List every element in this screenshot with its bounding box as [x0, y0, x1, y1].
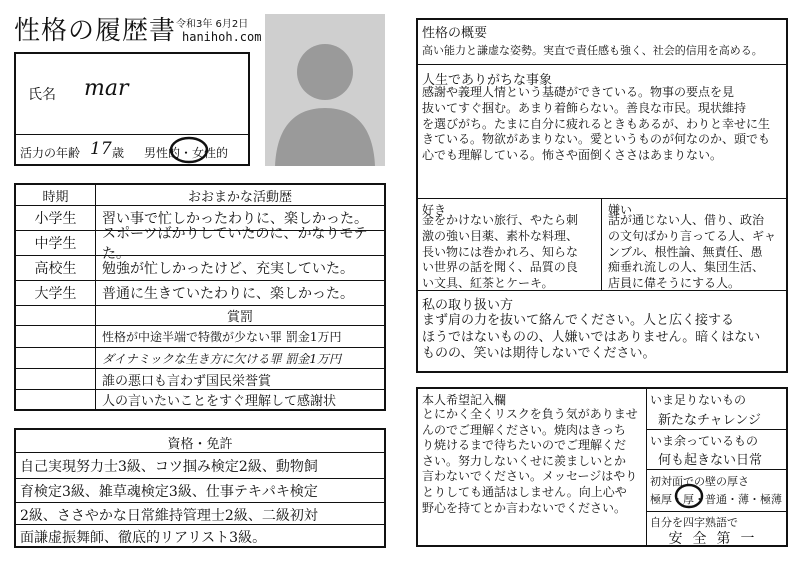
reward-cell: 人の言いたいことをすぐ理解して感謝状 — [102, 394, 337, 409]
date: 令和3年 6月2日 — [176, 19, 249, 30]
period-cell: 小学生 — [16, 206, 96, 230]
activity-cell: 勉強が忙しかったけど、充実していた。 — [102, 261, 354, 277]
table-row — [16, 281, 384, 306]
activity-cell: 普通に生きていたわりに、楽しかった。 — [102, 286, 354, 302]
selection-circle-mark — [674, 483, 704, 509]
rewards-header-row — [16, 306, 384, 326]
wishes-title: 本人希望記入欄 — [422, 393, 507, 407]
dislikes-text: 話が通じない人、借り、政治 の文句ばかり言ってる人、ギャ ンブル、根性論、無責任、愚 痴垂れ流しの人、集団生活、 店員に偉そうにする人。 — [608, 213, 777, 291]
surplus-label: いま余っているもの — [650, 434, 759, 448]
activity-cell: 習い事で忙しかったわりに、楽しかった。 — [102, 211, 368, 227]
reward-cell: 誰の悪口も言わず国民栄誉賞 — [102, 373, 272, 389]
personality-box — [416, 18, 788, 373]
qualifications-box — [14, 428, 386, 548]
qualification-line: 面謙虚振舞師、徹底的リアリスト3級。 — [20, 530, 267, 546]
age-label: 活力の年齢 — [20, 146, 81, 160]
period-cell: 高校生 — [16, 256, 96, 280]
period-header: 時期 — [16, 185, 96, 205]
qualifications-title: 資格・免許 — [167, 437, 233, 452]
handling-title: 私の取り扱い方 — [422, 298, 514, 313]
qualification-line: 2級、ささやかな日常維持管理士2級、二級初対 — [20, 508, 318, 524]
lacking-value: 新たなチャレンジ — [658, 413, 761, 428]
activity-cell: スポーツばかりしていたのに、かなりモテた。 — [102, 226, 368, 262]
table-row — [16, 369, 384, 390]
avatar — [265, 14, 385, 166]
wall-options: 極厚・厚・普通・薄・極薄 — [650, 493, 782, 506]
qualification-line: 育検定3級、雑草魂検定3級、仕事テキパキ検定 — [20, 484, 318, 500]
activity-header: おおまかな活動歴 — [187, 189, 292, 205]
surplus-value: 何も起きない日常 — [658, 453, 763, 468]
table-row — [16, 226, 384, 262]
table-row — [16, 348, 384, 369]
rewards-title: 賞罰 — [226, 310, 253, 325]
table-row — [16, 256, 384, 281]
life-events-title: 人生でありがちな事象 — [422, 73, 553, 88]
period-cell: 中学生 — [16, 231, 96, 255]
likes-text: 金をかけない旅行、やたら刺 激の強い目薬、素朴な料理、 長い物には巻かれろ、知らな い世界の話を聞く、品質の良 い文具、紅茶とケーキ。 — [422, 213, 579, 291]
idiom-label: 自分を四字熟語で — [650, 516, 738, 529]
likes-title: 好き — [422, 203, 447, 217]
overview-title: 性格の概要 — [422, 26, 488, 41]
history-table — [14, 183, 386, 411]
table-row — [16, 390, 384, 409]
overview-text: 高い能力と謙虚な姿勢。実直で責任感も強く、社会的信用を高める。 — [422, 44, 763, 57]
profile-box — [14, 52, 250, 166]
life-events-text: 感謝や義理人情という基礎ができている。物事の要点を見 抜いてすぐ掴む。あまり着飾らない。善良な市民。現状維持 を選びがち。たまに自分に疲れるときもあるが、わりと幸せに生 きている。物欲があまりない。愛というものが何なのか、頭でも 心でも理解している。怖さや面倒くささはあまりない。 — [422, 85, 771, 163]
name-value: mar — [84, 76, 129, 101]
age-value: 17 — [90, 139, 112, 159]
history-header — [16, 185, 384, 206]
page-title: 性格の履歴書 — [14, 16, 177, 46]
qualification-line: 自己実現努力士3級、コツ掴み検定2級、動物飼 — [20, 459, 318, 475]
table-row — [16, 326, 384, 348]
idiom-value: 安全第一 — [668, 531, 765, 547]
reward-cell: ダイナミックな生き方に欠ける罪 罰金1万円 — [102, 351, 341, 366]
handling-text: まず肩の力を抜いて絡んでください。人と広く接する ほうではないものの、人嫌いではありません。暗くはない ものの、笑いは期待しないでください。 — [422, 313, 761, 362]
gender-text: 男性的・女性的 — [144, 146, 229, 160]
person-silhouette-icon — [265, 14, 385, 166]
site-url: hanihoh.com — [182, 30, 262, 44]
period-cell: 大学生 — [16, 281, 96, 305]
dislikes-title: 嫌い — [608, 203, 633, 217]
wall-label: 初対面での壁の厚さ — [650, 475, 749, 488]
selection-circle-mark — [168, 135, 210, 165]
reward-cell: 性格が中途半端で特徴が少ない罪 罰金1万円 — [102, 330, 342, 344]
lacking-label: いま足りないもの — [650, 393, 747, 407]
age-unit: 歳 — [112, 146, 125, 160]
wishes-box — [416, 387, 788, 547]
wishes-text: とにかく全くリスクを負う気がありませ んのでご理解ください。焼肉はきっち り焼けるまで待ちたいのでご理解くだ さい。努力しないくせに羨ましいとか 言わないでください。メッセージはやり とりしても通話はしません。向上心や 野心を持てとか言わないでください。 — [422, 407, 638, 515]
name-label: 氏名 — [28, 87, 56, 103]
